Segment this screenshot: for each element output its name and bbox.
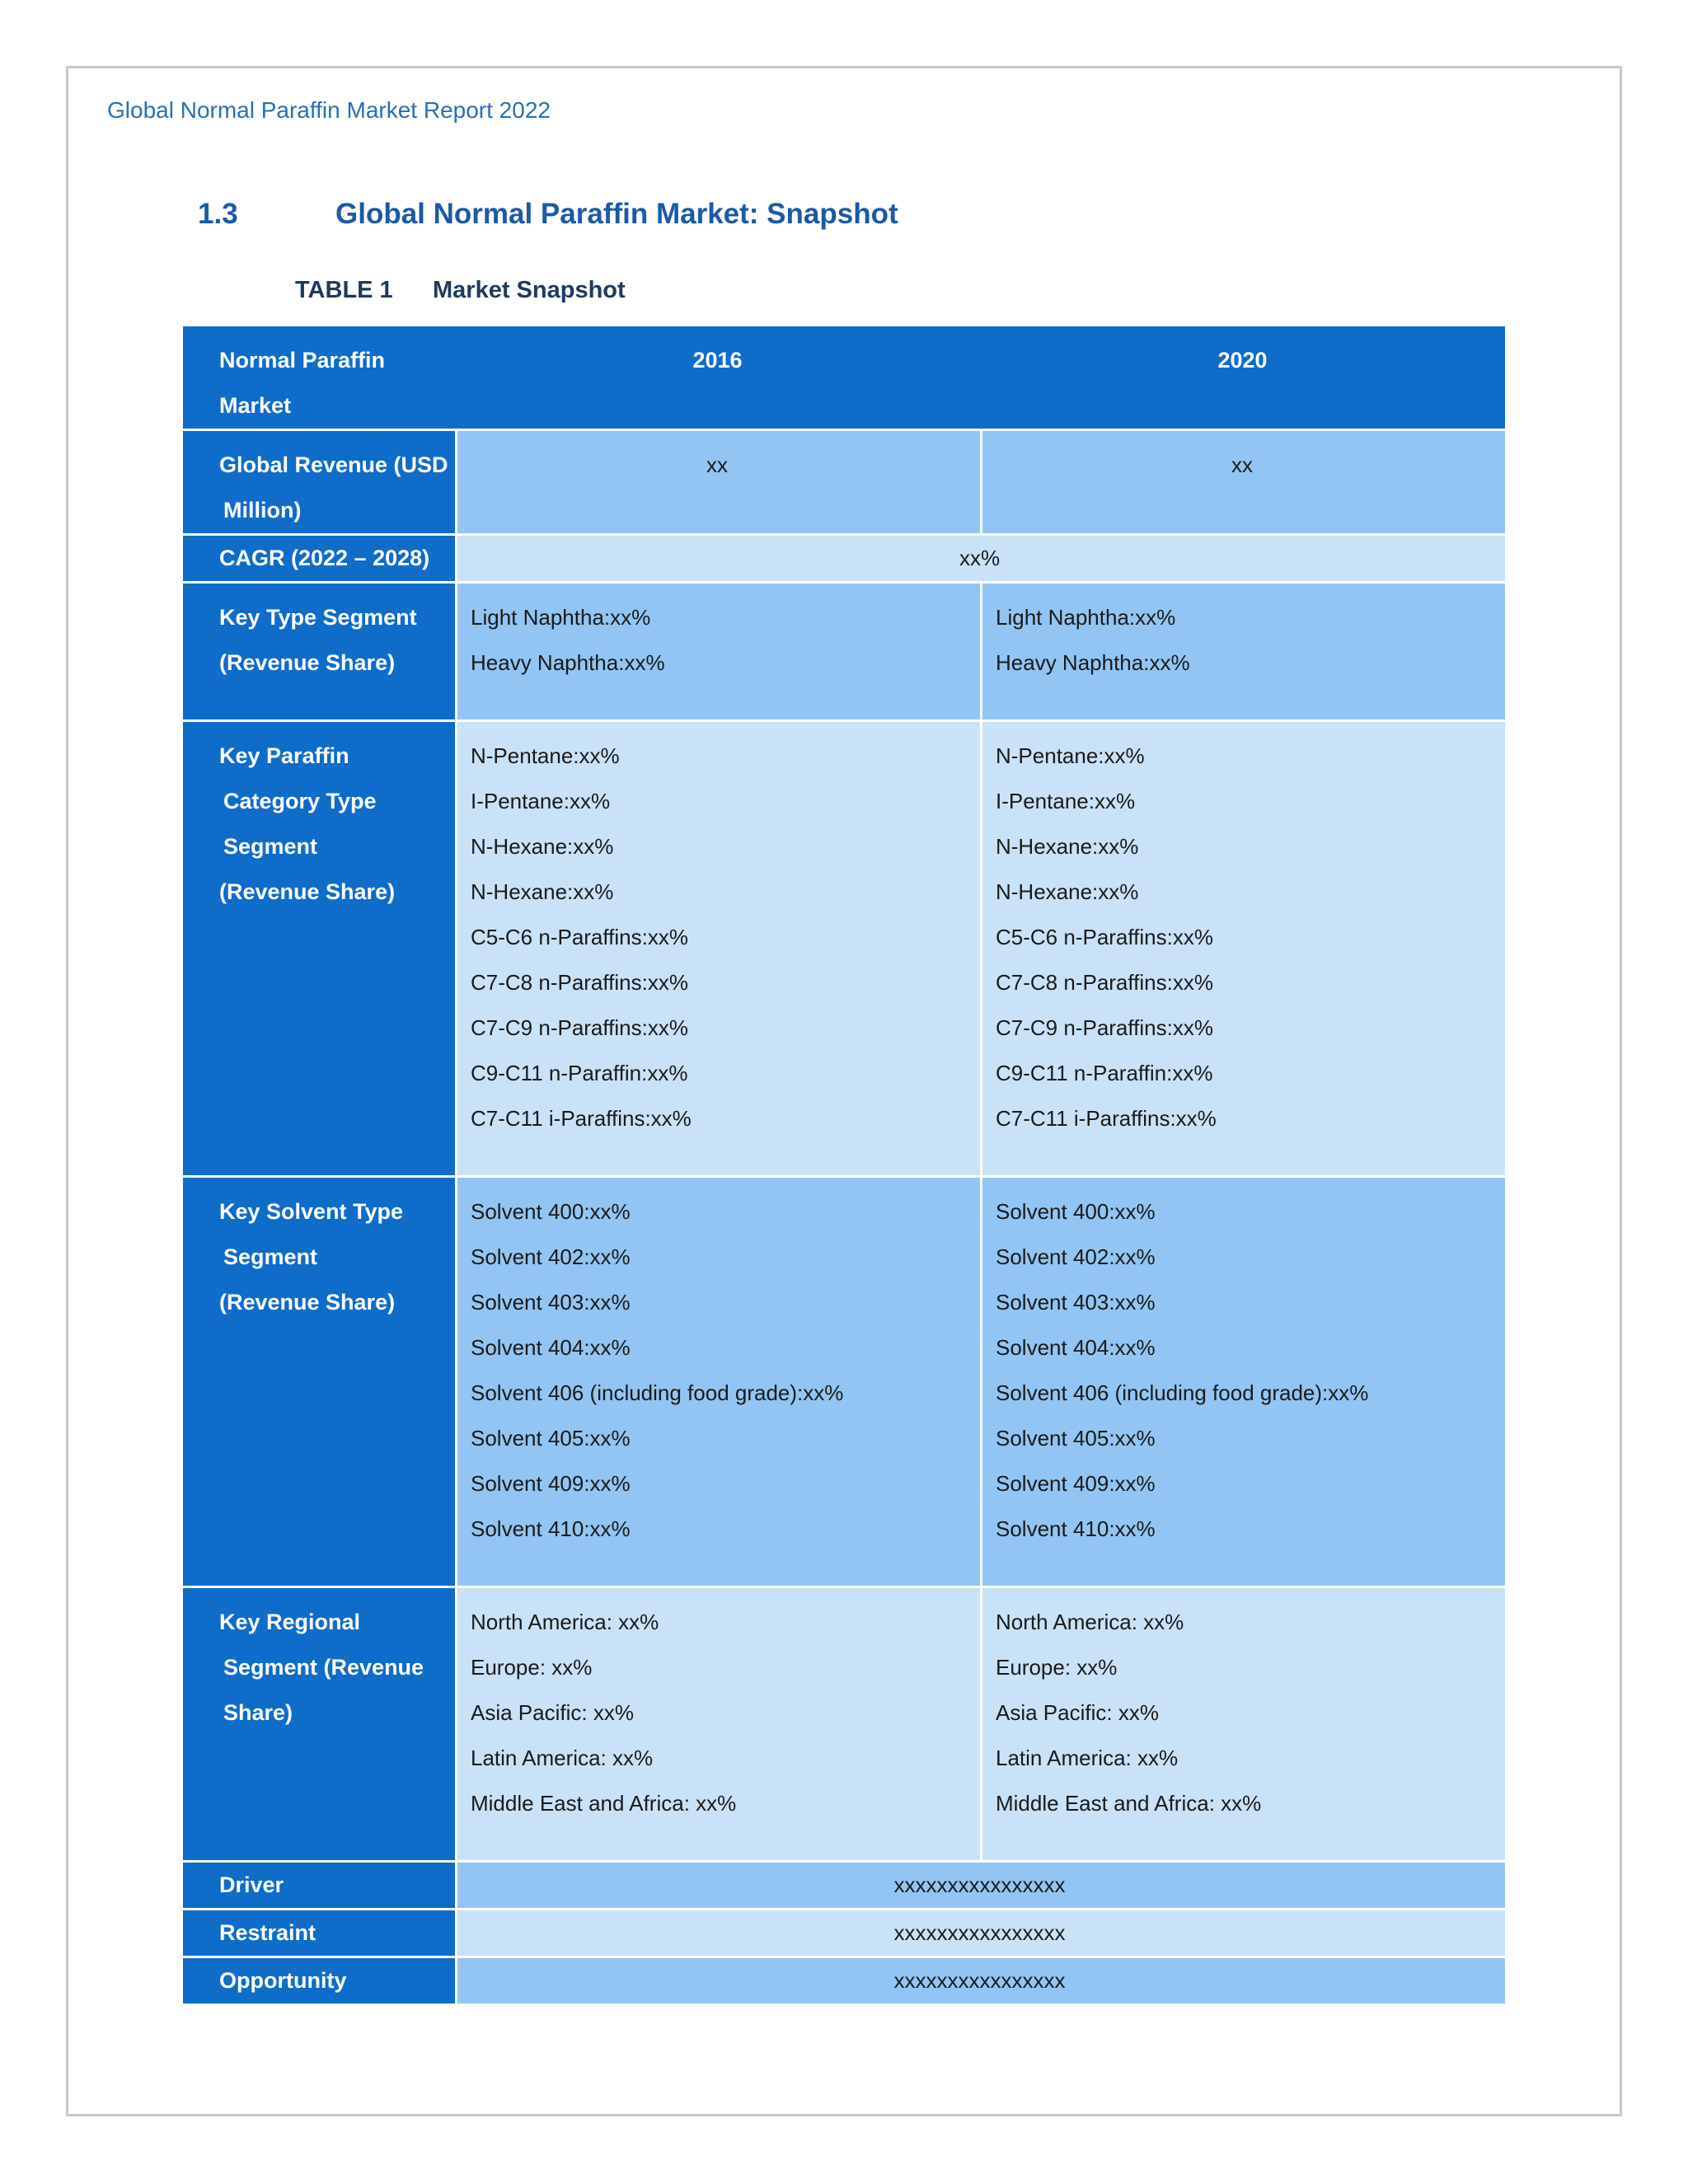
row-label-line: CAGR (2022 – 2028) bbox=[219, 546, 430, 570]
row-label-line: Key Regional bbox=[219, 1610, 361, 1634]
opportunity-value-cell: xxxxxxxxxxxxxxxx bbox=[455, 1956, 1505, 2004]
row-label-line: Million) bbox=[223, 498, 302, 523]
table-row-regional-segment bbox=[183, 1586, 1505, 1860]
list-item: Solvent 409:xx% bbox=[996, 1471, 1156, 1496]
row-label-restraint bbox=[183, 1908, 455, 1956]
row-label-category-segment bbox=[183, 719, 455, 1175]
list-item: N-Hexane:xx% bbox=[471, 834, 614, 859]
category-2016-cell bbox=[455, 719, 980, 1175]
row-label-solvent-segment bbox=[183, 1175, 455, 1586]
header-year-2020: 2020 bbox=[980, 326, 1505, 429]
list-item: C9-C11 n-Paraffin:xx% bbox=[996, 1061, 1213, 1085]
list-item: Asia Pacific: xx% bbox=[996, 1700, 1159, 1725]
regional-2016-cell bbox=[455, 1586, 980, 1860]
list-item: Heavy Naphtha:xx% bbox=[996, 650, 1190, 675]
list-item: Solvent 403:xx% bbox=[996, 1290, 1156, 1315]
report-header-title: Global Normal Paraffin Market Report 2022 bbox=[107, 97, 551, 123]
list-item: Middle East and Africa: xx% bbox=[471, 1791, 737, 1816]
list-item: N-Hexane:xx% bbox=[996, 834, 1139, 859]
list-item: N-Hexane:xx% bbox=[996, 879, 1139, 904]
section-number: 1.3 bbox=[198, 198, 238, 230]
list-item: C9-C11 n-Paraffin:xx% bbox=[471, 1061, 688, 1085]
row-label-line: Key Paraffin bbox=[219, 743, 349, 768]
header-label-line: Market bbox=[219, 393, 292, 418]
list-item: Solvent 405:xx% bbox=[471, 1426, 631, 1451]
list-item: N-Hexane:xx% bbox=[471, 879, 614, 904]
row-label-line: (Revenue Share) bbox=[219, 650, 396, 675]
revenue-2020-cell: xx bbox=[980, 429, 1505, 533]
row-label-line: Global Revenue (USD bbox=[219, 452, 448, 477]
type-2020-cell bbox=[980, 581, 1505, 719]
list-item: Europe: xx% bbox=[471, 1655, 593, 1680]
row-label-revenue bbox=[183, 429, 455, 533]
list-item: C7-C9 n-Paraffins:xx% bbox=[471, 1015, 688, 1040]
restraint-value-cell: xxxxxxxxxxxxxxxx bbox=[455, 1908, 1505, 1956]
solvent-2020-cell bbox=[980, 1175, 1505, 1586]
row-label-line: (Revenue Share) bbox=[219, 1290, 396, 1315]
type-2016-cell bbox=[455, 581, 980, 719]
table-header-row bbox=[183, 326, 1505, 429]
revenue-2016-cell: xx bbox=[455, 429, 980, 533]
list-item: Solvent 400:xx% bbox=[996, 1199, 1156, 1224]
list-item: Solvent 406 (including food grade):xx% bbox=[471, 1380, 844, 1405]
row-label-line: (Revenue Share) bbox=[219, 879, 396, 904]
list-item: Europe: xx% bbox=[996, 1655, 1118, 1680]
list-item: C7-C11 i-Paraffins:xx% bbox=[996, 1106, 1217, 1131]
list-item: Solvent 405:xx% bbox=[996, 1426, 1156, 1451]
table-row-cagr bbox=[183, 533, 1505, 581]
list-item: N-Pentane:xx% bbox=[996, 743, 1145, 768]
solvent-2016-cell bbox=[455, 1175, 980, 1586]
row-label-line: Driver bbox=[219, 1872, 284, 1897]
row-label-line: Opportunity bbox=[219, 1968, 347, 1993]
table-row-driver bbox=[183, 1860, 1505, 1908]
list-item: Latin America: xx% bbox=[471, 1746, 654, 1770]
list-item: C7-C8 n-Paraffins:xx% bbox=[471, 970, 688, 995]
table-row-revenue bbox=[183, 429, 1505, 533]
row-label-line: Segment bbox=[223, 1244, 318, 1269]
row-label-line: Category Type bbox=[223, 789, 377, 813]
list-item: Middle East and Africa: xx% bbox=[996, 1791, 1262, 1816]
list-item: Asia Pacific: xx% bbox=[471, 1700, 634, 1725]
cagr-value-cell: xx% bbox=[455, 533, 1505, 581]
list-item: N-Pentane:xx% bbox=[471, 743, 620, 768]
list-item: North America: xx% bbox=[471, 1610, 659, 1634]
row-label-line: Segment bbox=[223, 834, 318, 859]
row-label-line: Restraint bbox=[219, 1920, 316, 1945]
list-item: C7-C9 n-Paraffins:xx% bbox=[996, 1015, 1213, 1040]
list-item: Latin America: xx% bbox=[996, 1746, 1179, 1770]
row-label-line: Key Solvent Type bbox=[219, 1199, 404, 1224]
list-item: Solvent 410:xx% bbox=[471, 1516, 631, 1541]
driver-value-cell: xxxxxxxxxxxxxxxx bbox=[455, 1860, 1505, 1908]
list-item: Solvent 410:xx% bbox=[996, 1516, 1156, 1541]
table-caption: Market Snapshot bbox=[433, 277, 626, 303]
regional-2020-cell bbox=[980, 1586, 1505, 1860]
category-2020-cell bbox=[980, 719, 1505, 1175]
list-item: Solvent 400:xx% bbox=[471, 1199, 631, 1224]
list-item: C7-C11 i-Paraffins:xx% bbox=[471, 1106, 692, 1131]
table-row-solvent-segment bbox=[183, 1175, 1505, 1586]
list-item: Solvent 402:xx% bbox=[996, 1244, 1156, 1269]
row-label-regional-segment bbox=[183, 1586, 455, 1860]
section-title: Global Normal Paraffin Market: Snapshot bbox=[335, 198, 898, 230]
header-label-line: Normal Paraffin bbox=[219, 348, 386, 373]
list-item: Solvent 404:xx% bbox=[996, 1335, 1156, 1360]
row-label-line: Share) bbox=[223, 1700, 293, 1725]
list-item: C5-C6 n-Paraffins:xx% bbox=[471, 925, 688, 949]
table-row-category-segment bbox=[183, 719, 1505, 1175]
list-item: Solvent 403:xx% bbox=[471, 1290, 631, 1315]
list-item: C5-C6 n-Paraffins:xx% bbox=[996, 925, 1213, 949]
row-label-type-segment bbox=[183, 581, 455, 719]
list-item: Light Naphtha:xx% bbox=[996, 605, 1176, 630]
table-row-type-segment bbox=[183, 581, 1505, 719]
list-item: Solvent 402:xx% bbox=[471, 1244, 631, 1269]
table-label: TABLE 1 bbox=[295, 277, 393, 303]
list-item: Solvent 409:xx% bbox=[471, 1471, 631, 1496]
market-snapshot-table bbox=[183, 326, 1505, 2004]
row-label-line: Key Type Segment bbox=[219, 605, 417, 630]
list-item: C7-C8 n-Paraffins:xx% bbox=[996, 970, 1213, 995]
header-year-2016: 2016 bbox=[455, 326, 980, 429]
row-label-opportunity bbox=[183, 1956, 455, 2004]
list-item: Solvent 404:xx% bbox=[471, 1335, 631, 1360]
row-label-cagr bbox=[183, 533, 455, 581]
row-label-line: Segment (Revenue bbox=[223, 1655, 424, 1680]
header-label-cell bbox=[183, 326, 455, 429]
list-item: Solvent 406 (including food grade):xx% bbox=[996, 1380, 1369, 1405]
row-label-driver bbox=[183, 1860, 455, 1908]
table-row-opportunity bbox=[183, 1956, 1505, 2004]
list-item: Heavy Naphtha:xx% bbox=[471, 650, 665, 675]
list-item: I-Pentane:xx% bbox=[471, 789, 611, 813]
table-row-restraint bbox=[183, 1908, 1505, 1956]
list-item: North America: xx% bbox=[996, 1610, 1184, 1634]
list-item: Light Naphtha:xx% bbox=[471, 605, 651, 630]
list-item: I-Pentane:xx% bbox=[996, 789, 1136, 813]
